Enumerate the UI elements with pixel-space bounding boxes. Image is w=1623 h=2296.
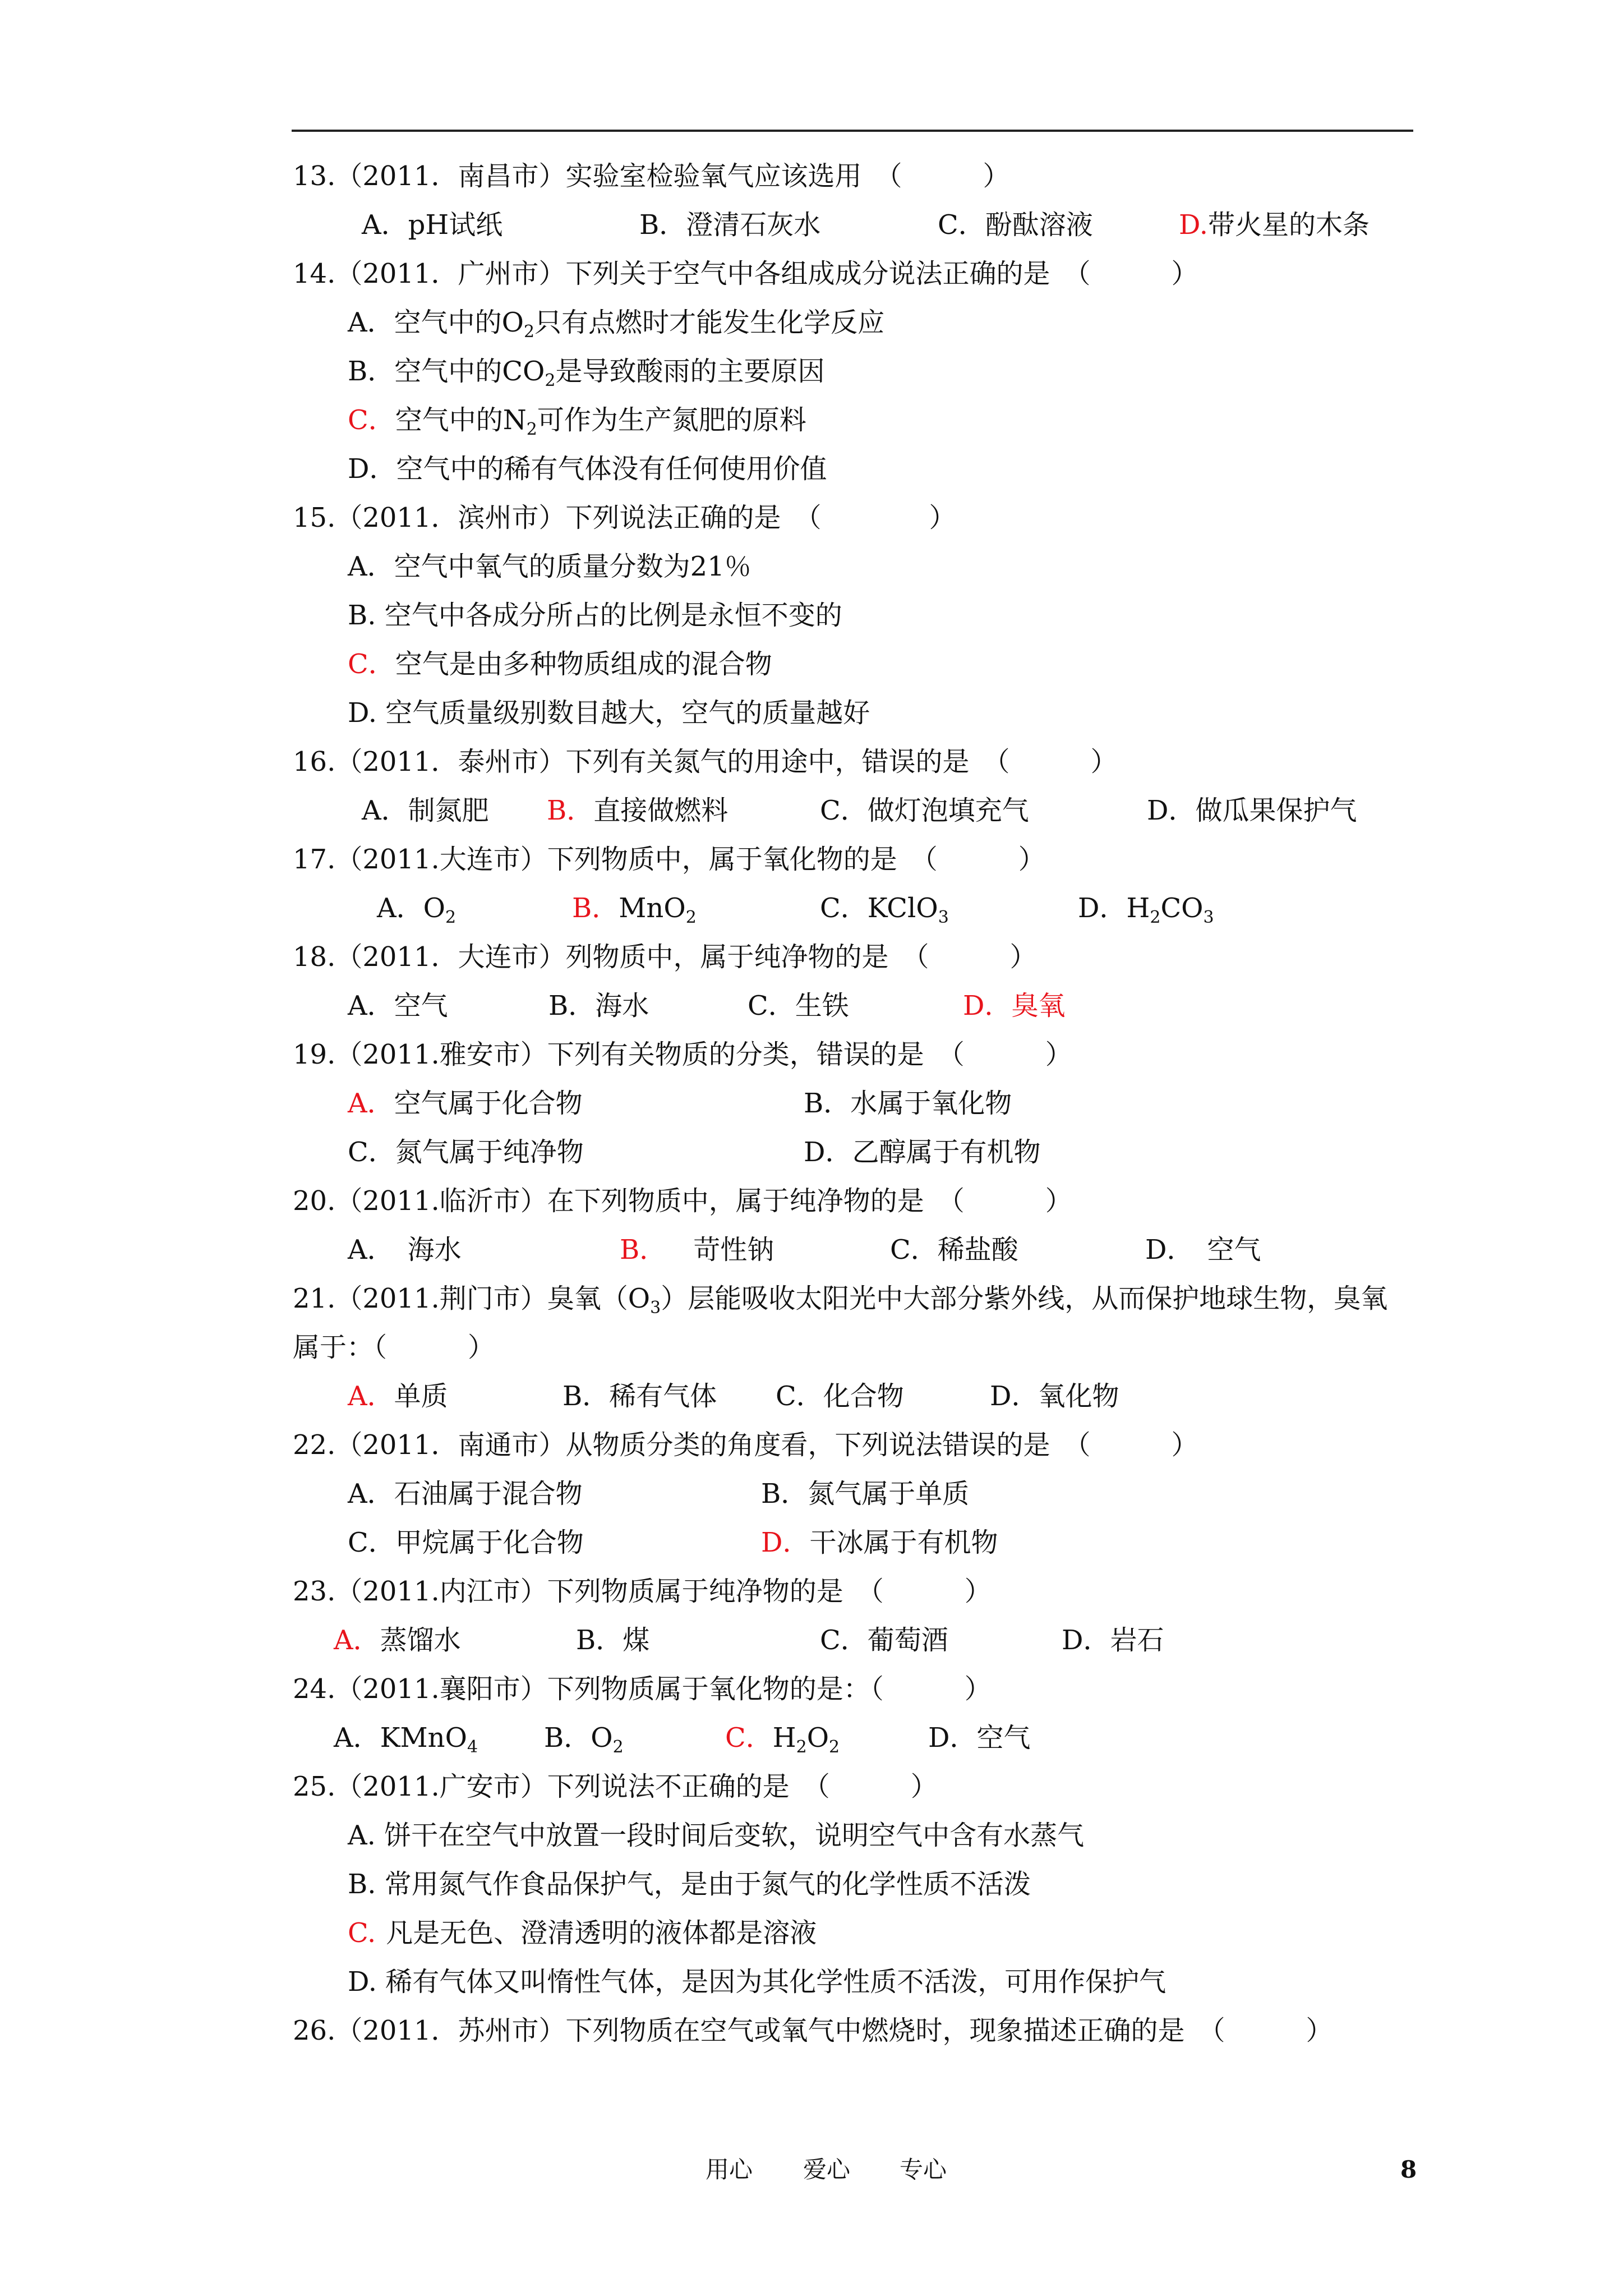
q24-answer-key: C． (725, 1722, 773, 1754)
q15-stem: 15.（2011．滨州市）下列说法正确的是 （ ） (293, 502, 956, 533)
q14-answer-key: C． (348, 404, 395, 436)
q18-option-d: D．臭氧 (963, 990, 1066, 1022)
q25-option-d: D. 稀有气体又叫惰性气体，是因为其化学性质不活泼，可用作保护气 (348, 1966, 1166, 1998)
q23-option-a: A．蒸馏水 (334, 1625, 461, 1656)
q21-stem: 21.（2011.荆门市）臭氧$(O_3)$层能吸收太阳光中大部分紫外线，从而保护地球生物，臭氧 (293, 1283, 1388, 1318)
q18-option-a: A．空气 (348, 990, 448, 1022)
q20-option-b: B． 苛性钠 (620, 1234, 774, 1266)
q13-stem: 13.（2011．南昌市）实验室检验氧气应该选用 （ ） (293, 160, 1010, 192)
q25-answer-key: C. (348, 1917, 376, 1949)
q26-stem: 26.（2011．苏州市）下列物质在空气或氧气中燃烧时，现象描述正确的是 （ ） (293, 2015, 1333, 2046)
q15-option-d: D. 空气质量级别数目越大，空气的质量越好 (348, 697, 870, 729)
q19-option-a: A．空气属于化合物 (348, 1088, 583, 1119)
q21-option-c: C．化合物 (776, 1381, 904, 1412)
q17-option-c: C．KClO$_3$ (820, 892, 949, 927)
q22-stem: 22.（2011．南通市）从物质分类的角度看，下列说法错误的是 （ ） (293, 1429, 1198, 1461)
q15-option-a: A．空气中氧气的质量分数为21％ (348, 551, 751, 582)
q16-option-c: C．做灯泡填充气 (820, 795, 1029, 826)
q25-stem: 25.（2011.广安市）下列说法不正确的是 （ ） (293, 1771, 938, 1802)
q17-option-b: B．MnO$_2$ (572, 892, 697, 927)
q20-option-d: D． 空气 (1145, 1234, 1261, 1266)
q23-stem: 23.（2011.内江市）下列物质属于纯净物的是 （ ） (293, 1576, 992, 1607)
q18-answer-key: D． (963, 990, 1012, 1022)
q19-option-c: C．氮气属于纯净物 (348, 1137, 584, 1168)
q25-option-a: A. 饼干在空气中放置一段时间后变软，说明空气中含有水蒸气 (348, 1820, 1085, 1851)
q13-option-b: B．澄清石灰水 (639, 209, 821, 241)
q18-option-b: B．海水 (548, 990, 649, 1022)
q25-option-c: C. 凡是无色、澄清透明的液体都是溶液 (348, 1917, 817, 1949)
q16-answer-key: B． (547, 795, 594, 826)
q19-answer-key: A． (348, 1088, 394, 1119)
q16-option-a: A．制氮肥 (362, 795, 489, 826)
q14-stem: 14.（2011．广州市）下列关于空气中各组成成分说法正确的是 （ ） (293, 258, 1198, 289)
q16-option-d: D．做瓜果保护气 (1147, 795, 1357, 826)
q21-option-d: D．氧化物 (990, 1381, 1119, 1412)
q22-answer-key: D． (761, 1527, 810, 1558)
q22-option-d: D．干冰属于有机物 (761, 1527, 998, 1558)
header-rule (292, 130, 1413, 132)
q20-option-c: C．稀盐酸 (890, 1234, 1018, 1266)
q21-option-a: A．单质 (348, 1381, 448, 1412)
q22-option-a: A．石油属于混合物 (348, 1478, 583, 1510)
q24-stem: 24.（2011.襄阳市）下列物质属于氧化物的是：（ ） (293, 1673, 992, 1705)
q24-option-b: B．$O_2$ (544, 1722, 624, 1757)
q13-option-d: D.带火星的木条 (1179, 209, 1370, 241)
q22-option-c: C．甲烷属于化合物 (348, 1527, 584, 1558)
q17-answer-key: B． (572, 892, 619, 924)
q20-stem: 20.（2011.临沂市）在下列物质中，属于纯净物的是 （ ） (293, 1185, 1072, 1217)
q23-option-b: B．煤 (576, 1625, 650, 1656)
q18-option-c: C．生铁 (748, 990, 849, 1022)
q16-option-b: B．直接做燃料 (547, 795, 728, 826)
q15-answer-key: C． (348, 648, 395, 680)
footer-motto-3: 专心 (900, 2156, 947, 2183)
q14-option-a: A．空气中的$O_2$只有点燃时才能发生化学反应 (348, 307, 885, 342)
q23-answer-key: A． (334, 1625, 380, 1656)
q23-option-c: C．葡萄酒 (820, 1625, 948, 1656)
q18-stem: 18.（2011．大连市）列物质中，属于纯净物的是 （ ） (293, 941, 1037, 973)
q21-option-b: B．稀有气体 (562, 1381, 717, 1412)
q21-answer-key: A． (348, 1381, 394, 1412)
q25-option-b: B. 常用氮气作食品保护气，是由于氮气的化学性质不活泼 (348, 1869, 1031, 1900)
footer-motto-1: 用心 (706, 2156, 753, 2183)
q19-option-b: B．水属于氧化物 (804, 1088, 1012, 1119)
q24-option-c: C．$H_2O_2$ (725, 1722, 840, 1757)
q24-option-d: D．空气 (928, 1722, 1031, 1754)
q13-answer-key: D. (1179, 209, 1209, 241)
q13-option-a: A．pH试纸 (362, 209, 503, 241)
q22-option-b: B．氮气属于单质 (761, 1478, 970, 1510)
q17-option-a: A．$O_2$ (377, 892, 457, 927)
q14-option-d: D．空气中的稀有气体没有任何使用价值 (348, 453, 827, 485)
footer-motto-2: 爱心 (803, 2156, 851, 2183)
q20-answer-key: B． (620, 1234, 667, 1266)
q15-option-b: B. 空气中各成分所占的比例是永恒不变的 (348, 600, 842, 631)
q21-stem-continued: 属于：（ ） (293, 1332, 495, 1363)
q20-option-a: A． 海水 (348, 1234, 462, 1266)
q17-option-d: D．$H_2CO_3$ (1078, 892, 1214, 927)
q19-option-d: D．乙醇属于有机物 (804, 1137, 1041, 1168)
q23-option-d: D．岩石 (1062, 1625, 1164, 1656)
page-number: 8 (1400, 2156, 1417, 2183)
q19-stem: 19.（2011.雅安市）下列有关物质的分类，错误的是 （ ） (293, 1039, 1072, 1070)
q16-stem: 16.（2011．泰州市）下列有关氮气的用途中，错误的是 （ ） (293, 746, 1118, 777)
q14-option-c: C．空气中的$N_2$可作为生产氮肥的原料 (348, 404, 806, 439)
q13-option-c: C．酚酞溶液 (938, 209, 1093, 241)
q17-stem: 17.（2011.大连市）下列物质中，属于氧化物的是 （ ） (293, 844, 1045, 875)
q24-option-a: A．KMnO$_4$ (334, 1722, 478, 1757)
q15-option-c: C．空气是由多种物质组成的混合物 (348, 648, 772, 680)
q14-option-b: B．空气中的$CO_2$是导致酸雨的主要原因 (348, 356, 825, 390)
